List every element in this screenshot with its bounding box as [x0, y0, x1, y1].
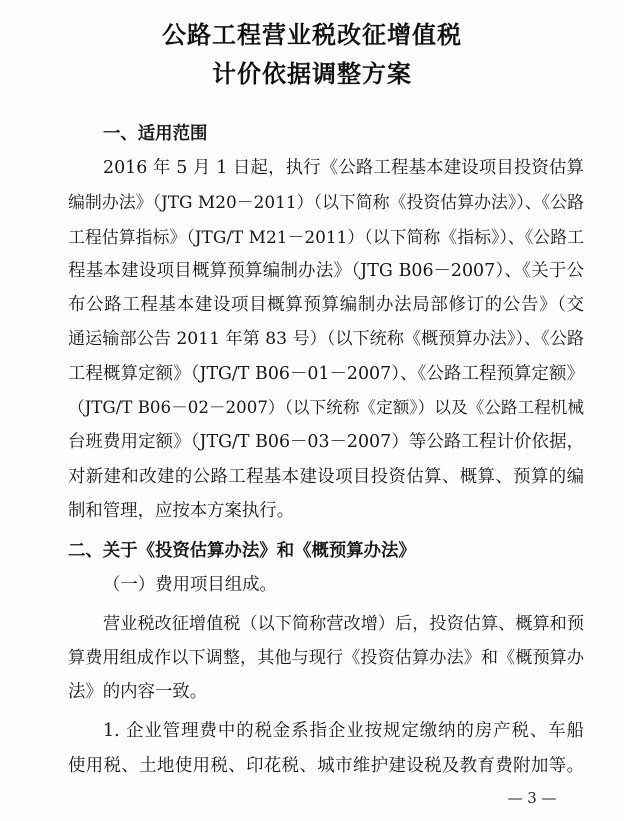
paragraph-line: 对新建和改建的公路工程基本建设项目投资估算、概算、预算的编	[68, 467, 584, 487]
document-title-line-1: 公路工程营业税改征增值税	[162, 21, 462, 49]
section-heading-estimation-methods: 二、关于《投资估算办法》和《概预算办法》	[68, 541, 416, 561]
paragraph-line: 制和管理，应按本方案执行。	[68, 501, 295, 521]
paragraph-line: 台班费用定额》（JTG/T B06－03－2007）等公路工程计价依据，	[68, 432, 584, 452]
paragraph-line: （JTG/T B06－02－2007）（以下统称《定额》）以及《公路工程机械	[68, 398, 584, 417]
paragraph-line: 工程估算指标》（JTG/T M21－2011）（以下简称《指标》）、《公路工	[68, 227, 584, 247]
document-title-line-2: 计价依据调整方案	[212, 60, 412, 88]
section-heading-scope: 一、适用范围	[103, 124, 208, 144]
paragraph-line: 工程概算定额》（JTG/T B06－01－2007）、《公路工程预算定额》	[68, 364, 584, 384]
paragraph-line: 2016 年 5 月 1 日起，执行《公路工程基本建设项目投资估算	[103, 158, 584, 178]
paragraph-line: 法》的内容一致。	[68, 682, 208, 702]
page-number: — 3 —	[507, 789, 557, 807]
paragraph-line: 通运输部公告 2011 年第 83 号）（以下统称《概预算办法》）、《公路	[68, 329, 584, 349]
paragraph-line: 程基本建设项目概算预算编制办法》（JTG B06－2007）、《关于公	[68, 261, 584, 281]
subsection-heading-cost-items: （一）费用项目组成。	[103, 575, 277, 595]
paragraph-line: 布公路工程基本建设项目概算预算编制办法局部修订的公告》（交	[68, 295, 584, 315]
paragraph-line: 使用税、土地使用税、印花税、城市维护建设税及教育费附加等。	[68, 756, 584, 776]
paragraph-line: 算费用组成作以下调整，其他与现行《投资估算办法》和《概预算办	[68, 648, 584, 668]
paragraph-line: 营业税改征增值税（以下简称营改增）后，投资估算、概算和预	[103, 614, 584, 634]
paragraph-line: 编制办法》（JTG M20－2011）（以下简称《投资估算办法》）、《公路	[68, 192, 584, 212]
paragraph-line: 1. 企业管理费中的税金系指企业按规定缴纳的房产税、车船	[103, 721, 584, 741]
